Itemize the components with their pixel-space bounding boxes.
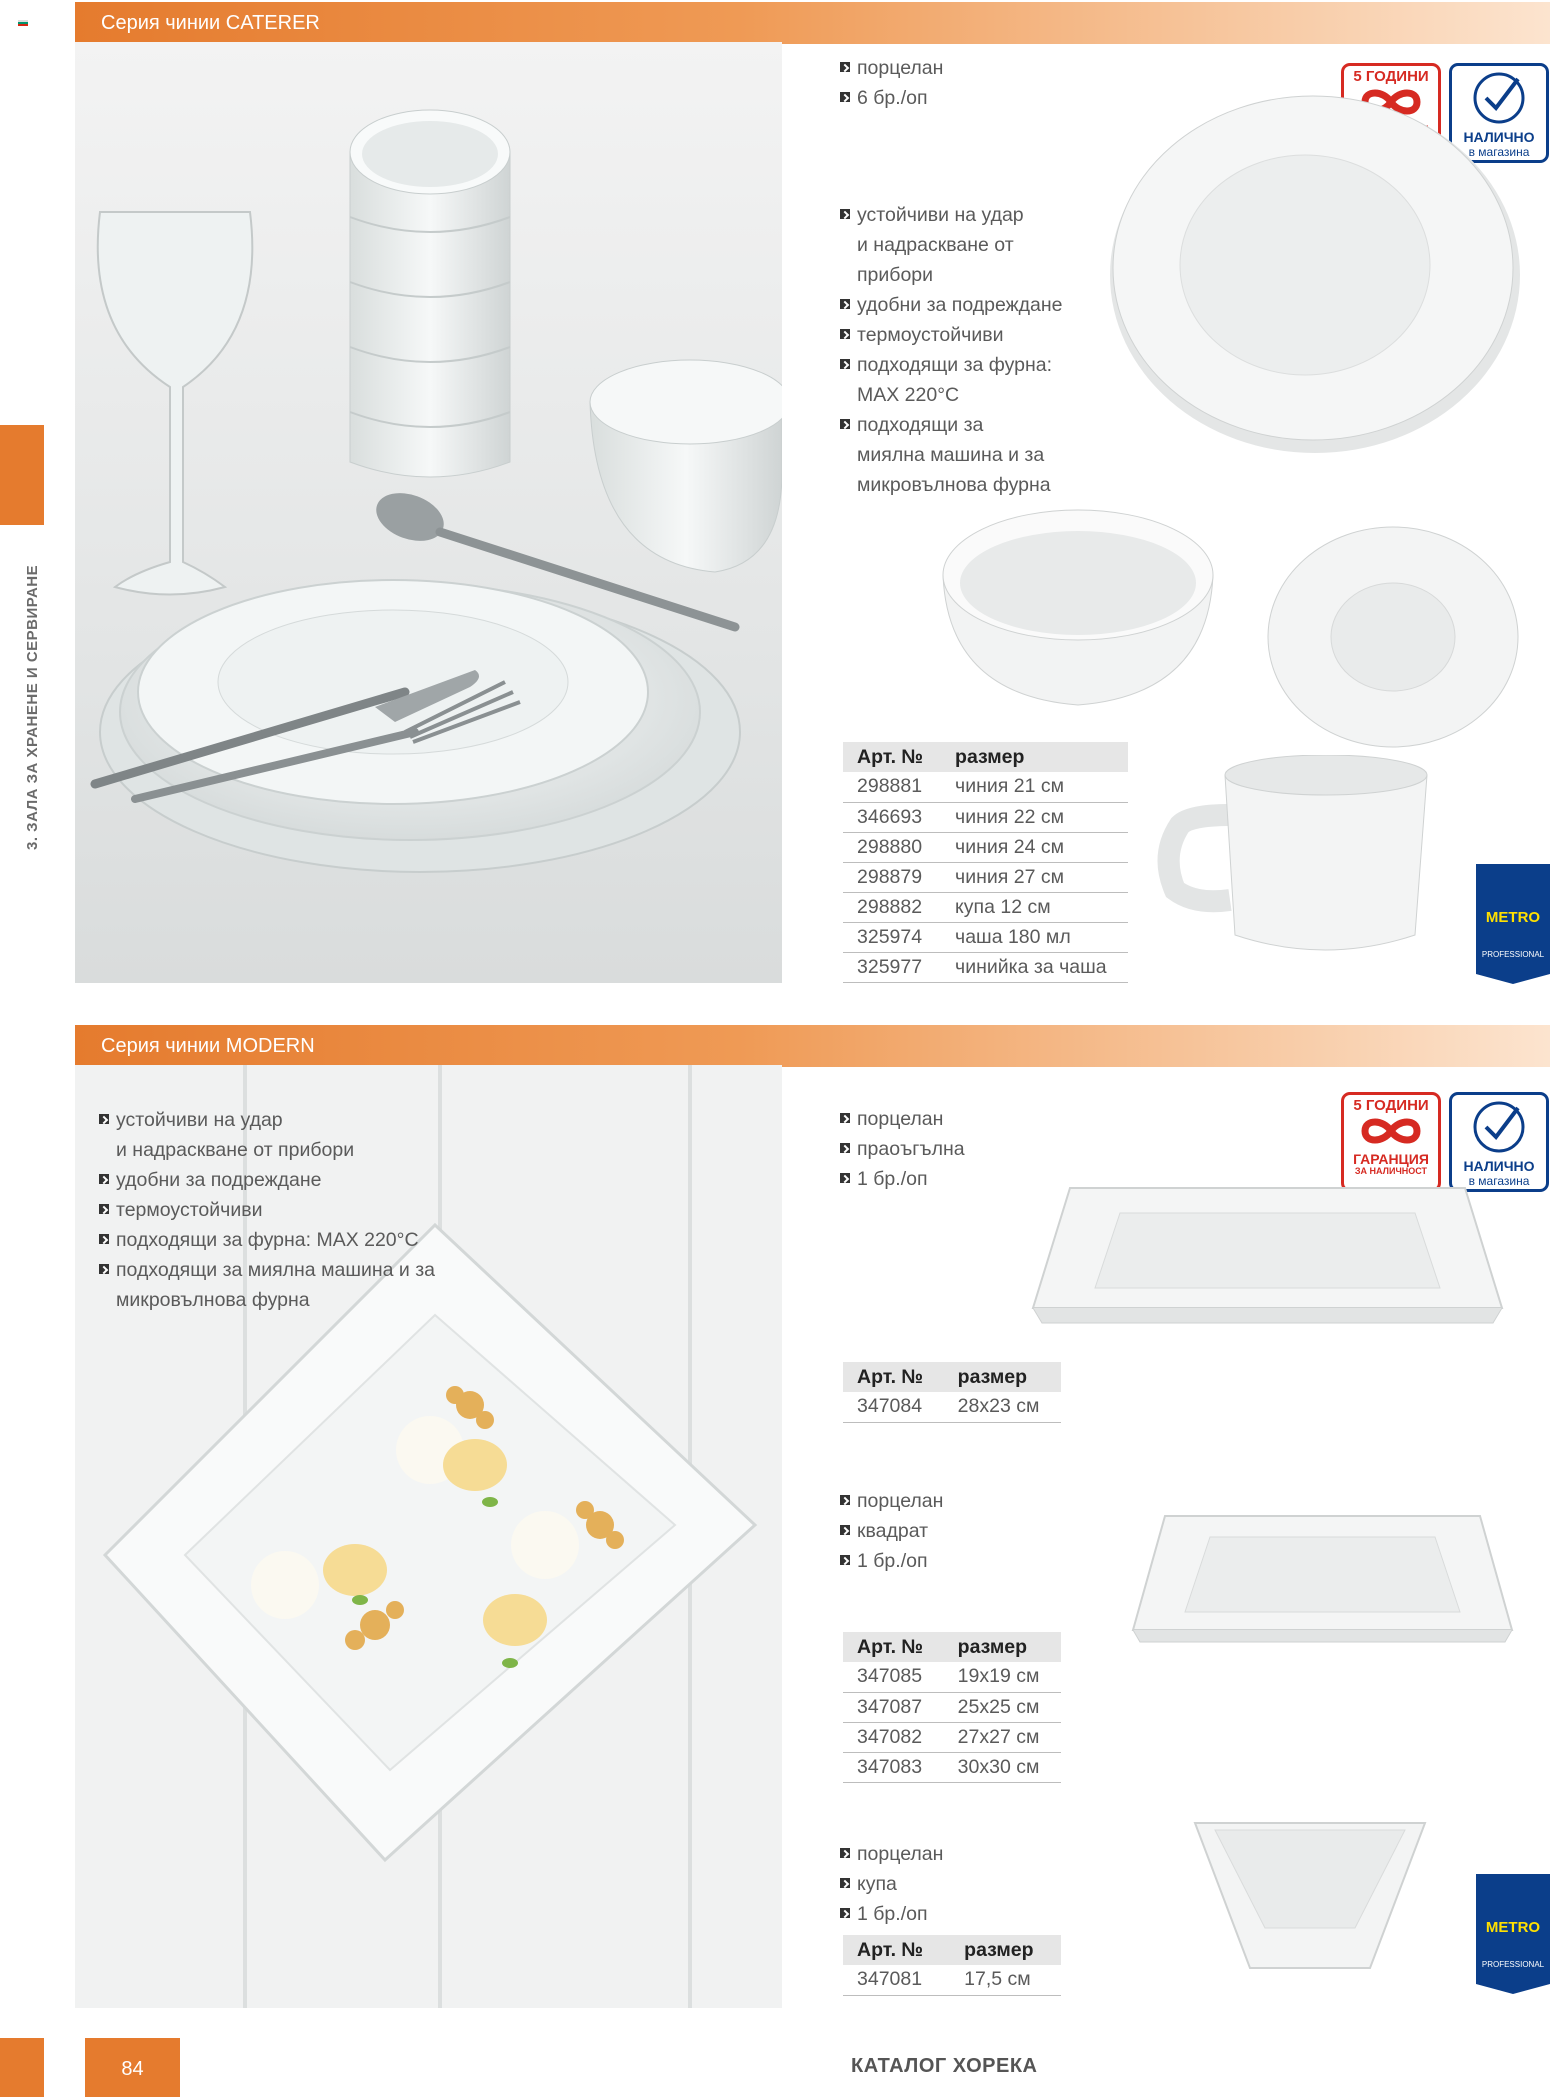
in-store-text: НАЛИЧНО bbox=[1463, 1158, 1535, 1174]
square-bowl-image bbox=[1190, 1818, 1430, 1978]
caterer-photo bbox=[75, 42, 782, 983]
article-number: 298880 bbox=[843, 832, 941, 862]
feature-line: микровълнова фурна bbox=[116, 1289, 310, 1311]
modern-title: Серия чинии MODERN bbox=[101, 1035, 315, 1057]
size-cell: чиния 21 см bbox=[941, 772, 1128, 802]
caterer-spec-table bbox=[843, 742, 1128, 983]
rectangular-plate-bullets bbox=[840, 1104, 965, 1194]
table-row bbox=[843, 772, 1128, 802]
article-number: 347087 bbox=[843, 1692, 944, 1722]
table-row bbox=[843, 1722, 1061, 1752]
list-item bbox=[99, 1255, 435, 1315]
feature-line: MAX 220°C bbox=[857, 384, 960, 406]
article-number: 325974 bbox=[843, 922, 941, 952]
square-plate-image bbox=[1130, 1512, 1515, 1647]
list-item: удобни за подреждане bbox=[840, 290, 1062, 320]
column-header: Арт. № bbox=[843, 1632, 944, 1662]
section-tab-bottom bbox=[0, 2038, 44, 2097]
size-cell: чинийка за чаша bbox=[941, 952, 1128, 982]
modern-features-list bbox=[99, 1105, 435, 1315]
list-item: 6 бр./оп bbox=[840, 83, 943, 113]
table-row bbox=[843, 862, 1128, 892]
article-number: 346693 bbox=[843, 802, 941, 832]
check-icon bbox=[1468, 1098, 1530, 1156]
saucer-image bbox=[1265, 525, 1520, 750]
table-row bbox=[843, 1392, 1061, 1422]
feature-line: устойчиви на удар bbox=[857, 204, 1024, 226]
article-number: 347083 bbox=[843, 1752, 944, 1782]
column-header: Арт. № bbox=[843, 1935, 950, 1965]
catalog-title: КАТАЛОГ ХОРЕКА bbox=[851, 2055, 1038, 2077]
square-plate-bullets bbox=[840, 1486, 943, 1576]
list-item bbox=[840, 410, 1062, 500]
table-header-row bbox=[843, 1362, 1061, 1392]
warranty-years: 5 ГОДИНИ bbox=[1353, 68, 1429, 85]
table-row bbox=[843, 1692, 1061, 1722]
list-item bbox=[840, 350, 1062, 410]
plate-image bbox=[1105, 80, 1525, 460]
article-number: 347082 bbox=[843, 1722, 944, 1752]
feature-line: микровълнова фурна bbox=[857, 474, 1051, 496]
list-item bbox=[99, 1105, 435, 1165]
feature-line: прибори bbox=[857, 264, 934, 286]
column-header: Арт. № bbox=[843, 1362, 944, 1392]
column-header: Арт. № bbox=[843, 742, 941, 772]
square-plate-spec-table bbox=[843, 1632, 1061, 1783]
table-row bbox=[843, 802, 1128, 832]
caterer-header-band bbox=[75, 2, 1550, 44]
infinity-icon bbox=[1355, 1115, 1427, 1147]
list-item: термоустойчиви bbox=[99, 1195, 435, 1225]
section-label: 3. ЗАЛА ЗА ХРАНЕНЕ И СЕРВИРАНЕ bbox=[24, 564, 41, 850]
modern-header-band bbox=[75, 1025, 1550, 1067]
size-cell: 17,5 см bbox=[950, 1965, 1061, 1995]
table-row bbox=[843, 1752, 1061, 1782]
size-cell: 28x23 см bbox=[944, 1392, 1061, 1422]
warranty-text: ГАРАНЦИЯ bbox=[1353, 1151, 1429, 1167]
list-item: термоустойчиви bbox=[840, 320, 1062, 350]
warranty-years: 5 ГОДИНИ bbox=[1353, 1097, 1429, 1114]
warranty-subtext: ЗА НАЛИЧНОСТ bbox=[1354, 1166, 1428, 1176]
in-store-text: НАЛИЧНО bbox=[1463, 129, 1535, 145]
list-item: праоъгълна bbox=[840, 1134, 965, 1164]
size-cell: чиния 24 см bbox=[941, 832, 1128, 862]
table-row bbox=[843, 952, 1128, 982]
square-bowl-spec-table bbox=[843, 1935, 1061, 1996]
metro-pro-subtext: PROFESSIONAL bbox=[1481, 950, 1545, 959]
bowl-image bbox=[938, 505, 1218, 710]
table-row bbox=[843, 922, 1128, 952]
section-tab bbox=[0, 425, 44, 525]
list-item: порцелан bbox=[840, 1839, 943, 1869]
list-item: порцелан bbox=[840, 53, 943, 83]
list-item: подходящи за фурна: MAX 220°C bbox=[99, 1225, 435, 1255]
article-number: 298879 bbox=[843, 862, 941, 892]
list-item: удобни за подреждане bbox=[99, 1165, 435, 1195]
page-number: 84 bbox=[85, 2038, 180, 2097]
cup-image bbox=[1155, 755, 1440, 965]
size-cell: 30x30 см bbox=[944, 1752, 1061, 1782]
list-item: порцелан bbox=[840, 1104, 965, 1134]
column-header: размер bbox=[944, 1632, 1061, 1662]
size-cell: 25x25 см bbox=[944, 1692, 1061, 1722]
list-item: купа bbox=[840, 1869, 943, 1899]
in-store-subtext: в магазина bbox=[1468, 1174, 1530, 1188]
table-row bbox=[843, 1662, 1061, 1692]
table-row bbox=[843, 832, 1128, 862]
feature-line: подходящи за bbox=[857, 414, 984, 436]
article-number: 347081 bbox=[843, 1965, 950, 1995]
list-item: квадрат bbox=[840, 1516, 943, 1546]
metro-pro-text: METRO bbox=[1485, 909, 1541, 926]
column-header: размер bbox=[941, 742, 1128, 772]
table-header-row bbox=[843, 1632, 1061, 1662]
table-header-row bbox=[843, 742, 1128, 772]
column-header: размер bbox=[950, 1935, 1061, 1965]
rectangular-plate-spec-table bbox=[843, 1362, 1061, 1423]
table-row bbox=[843, 1965, 1061, 1995]
feature-line: и надраскване от bbox=[857, 234, 1014, 256]
article-number: 347085 bbox=[843, 1662, 944, 1692]
rectangular-plate-image bbox=[1030, 1183, 1505, 1333]
feature-line: подходящи за миялна машина и за bbox=[116, 1259, 435, 1281]
size-cell: чиния 27 см bbox=[941, 862, 1128, 892]
square-bowl-bullets bbox=[840, 1839, 943, 1929]
caterer-features-list bbox=[840, 200, 1062, 500]
table-row bbox=[843, 892, 1128, 922]
caterer-material-list bbox=[840, 53, 943, 113]
metro-pro-subtext: PROFESSIONAL bbox=[1481, 1960, 1545, 1969]
column-header: размер bbox=[944, 1362, 1061, 1392]
article-number: 325977 bbox=[843, 952, 941, 982]
list-item: 1 бр./оп bbox=[840, 1899, 943, 1929]
feature-line: подходящи за фурна: bbox=[857, 354, 1053, 376]
in-store-subtext: в магазина bbox=[1468, 145, 1530, 159]
feature-line: и надраскване от прибори bbox=[116, 1139, 355, 1161]
list-item: порцелан bbox=[840, 1486, 943, 1516]
feature-line: миялна машина и за bbox=[857, 444, 1045, 466]
feature-line: устойчиви на удар bbox=[116, 1109, 283, 1131]
article-number: 347084 bbox=[843, 1392, 944, 1422]
list-item bbox=[840, 200, 1062, 290]
article-number: 298882 bbox=[843, 892, 941, 922]
size-cell: купа 12 см bbox=[941, 892, 1128, 922]
metro-professional-logo bbox=[1476, 864, 1550, 984]
flag-icon bbox=[18, 20, 28, 27]
size-cell: 27x27 см bbox=[944, 1722, 1061, 1752]
article-number: 298881 bbox=[843, 772, 941, 802]
size-cell: 19x19 см bbox=[944, 1662, 1061, 1692]
size-cell: чаша 180 мл bbox=[941, 922, 1128, 952]
metro-pro-text: METRO bbox=[1485, 1919, 1541, 1936]
caterer-title: Серия чинии CATERER bbox=[101, 12, 320, 34]
size-cell: чиния 22 см bbox=[941, 802, 1128, 832]
in-store-badge bbox=[1449, 1092, 1549, 1192]
table-header-row bbox=[843, 1935, 1061, 1965]
metro-professional-logo bbox=[1476, 1874, 1550, 1994]
warranty-badge bbox=[1341, 1092, 1441, 1192]
list-item: 1 бр./оп bbox=[840, 1546, 943, 1576]
list-item: 1 бр./оп bbox=[840, 1164, 965, 1194]
